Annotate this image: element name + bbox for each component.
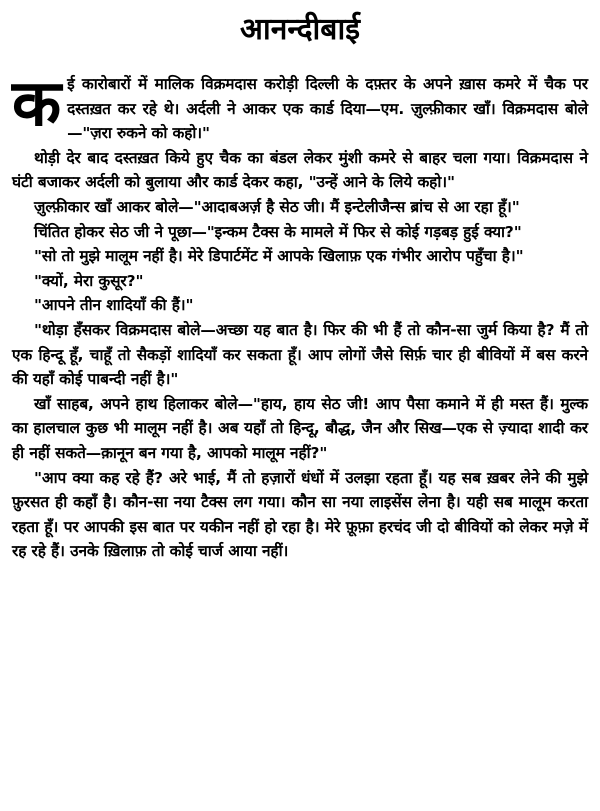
paragraph: "सो तो मुझे मालूम नहीं है। मेरे डिपार्टमेंट में आपके खिलाफ़ एक गंभीर आरोप पहुँचा है।" (34, 247, 524, 266)
paragraph: खाँ साहब, अपने हाथ हिलाकर बोले—"हाय, हाय सेठ जी! आप पैसा कमाने में ही मस्त हैं। मुल्क का हालचाल कुछ भी मालूम नहीं है। अब यहाँ तो हिन्दू, बौद्ध, जैन और सिख—एक से ज़्यादा शादी कर ही नहीं सकते—क़ानून बन गया है, आपको मालूम नहीं?" (12, 394, 588, 462)
paragraph: चिंतित होकर सेठ जी ने पूछा—"इन्कम टैक्स के मामले में फिर से कोई गड़बड़ हुई क्या?" (34, 222, 522, 241)
paragraph: "आप क्या कह रहे हैं? अरे भाई, मैं तो हज़ारों धंधों में उलझा रहता हूँ। यह सब ख़बर लेने की मुझे फ़ुरसत ही कहाँ है। कौन-सा नया टैक्स लग गया। कौन सा नया लाइसेंस लेना है। यही सब मालूम करता रहता हूँ। पर आपकी इस बात पर यकीन नहीं हो रहा है। मेरे फ़ूफ़ा हरचंद जी दो बीवियों को लेकर मज़े में रह रहे हैं। उनके ख़िलाफ़ तो कोई चार्ज आया नहीं। (12, 468, 588, 561)
paragraph: "थोड़ा हँसकर विक्रमदास बोले—अच्छा यह बात है। फिर की भी हैं तो कौन-सा जुर्म किया है? मैं तो एक हिन्दू हूँ, चाहूँ तो सैकड़ों शादियाँ कर सकता हूँ। आप लोगों जैसे सिर्फ़ चार ही बीवियों में बस करने की यहाँ कोई पाबन्दी नहीं है।" (12, 320, 588, 389)
paragraph: "क्यों, मेरा कुसूर?" (34, 271, 144, 290)
paragraph: ज़ुल्फ़ीकार खाँ आकर बोले—"आदाबअर्ज़ है सेठ जी। मैं इन्टेलीजैन्स ब्रांच से आ रहा हूँ।" (34, 197, 520, 216)
paragraph: थोड़ी देर बाद दस्तख़त किये हुए चैक का बंडल लेकर मुंशी कमरे से बाहर चला गया। विक्रमदास ने घंटी बजाकर अर्दली को बुलाया और कार्ड देकर कहा, "उन्हें आने के लिये कहो।" (12, 148, 588, 192)
paragraph: "आपने तीन शादियाँ की हैं।" (34, 296, 194, 315)
drop-cap: क (12, 67, 62, 141)
story-title: आनन्दीबाई (240, 12, 360, 47)
opening-paragraph (12, 67, 588, 146)
paragraph-text: ई कारोबारों में मालिक विक्रमदास करोड़ी दिल्ली के दफ़्तर के अपने ख़ास कमरे में चैक पर दस्तख़त कर रहे थे। अर्दली ने आकर एक कार्ड दिया—एम. ज़ुल्फ़ीकार खाँ। विक्रमदास बोले—"ज़रा रुकने को कहो।" (67, 75, 588, 143)
